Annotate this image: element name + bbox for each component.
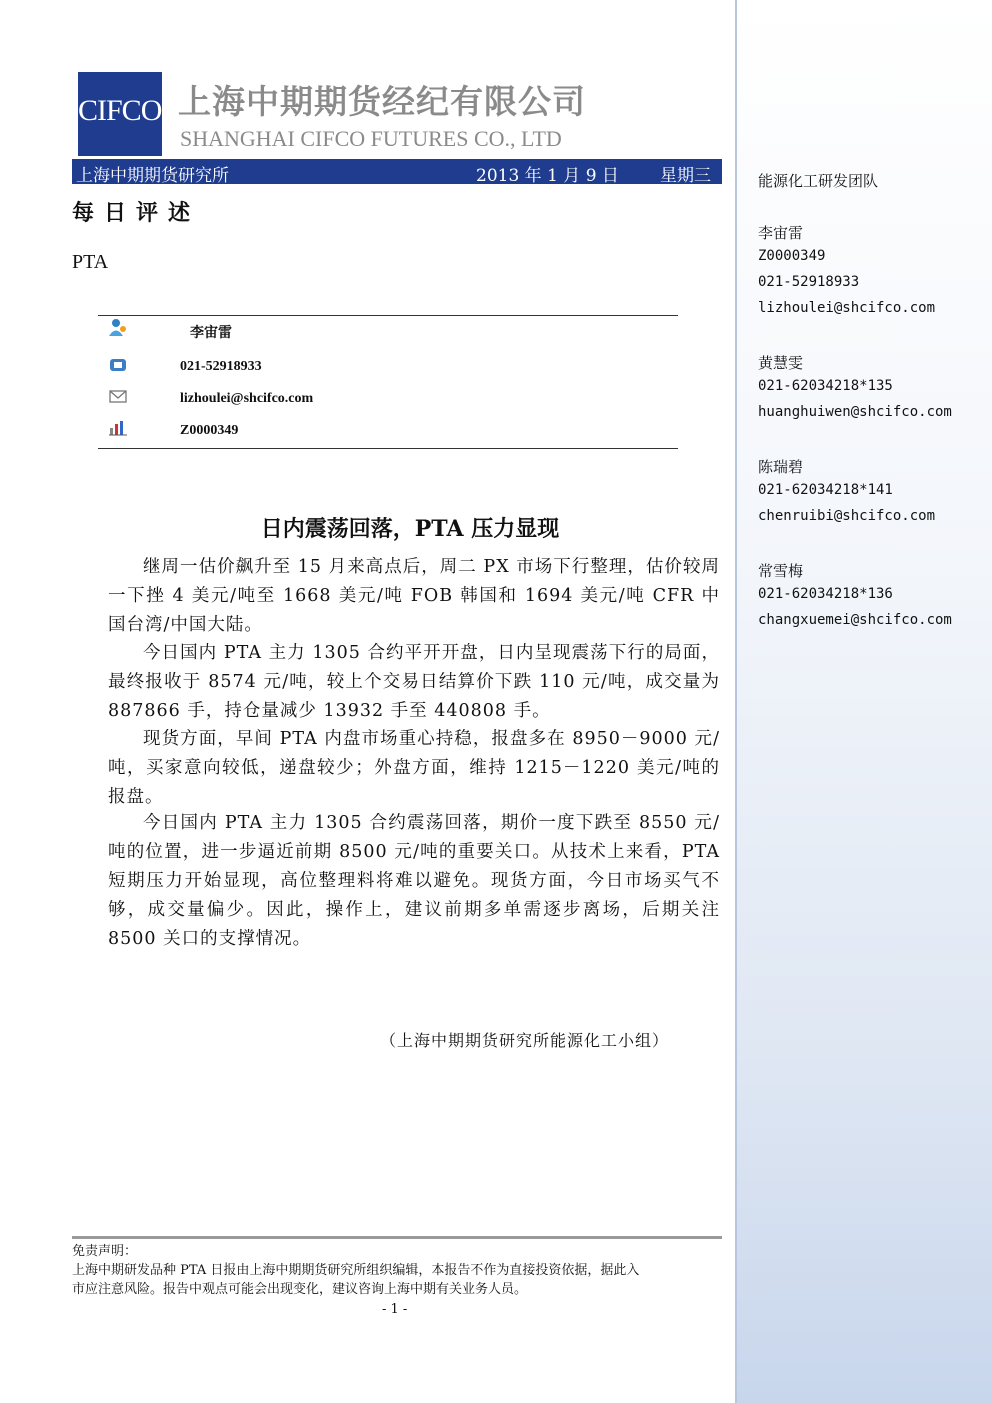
card-top-rule bbox=[98, 315, 678, 316]
footer-rule bbox=[72, 1236, 722, 1239]
report-date: 2013 年 1 月 9 日 bbox=[476, 166, 619, 186]
member-name: 黄慧雯 bbox=[758, 354, 804, 372]
person-icon bbox=[108, 318, 128, 338]
article-headline: 日内震荡回落，PTA 压力显现 bbox=[260, 516, 560, 542]
sidebar-panel bbox=[735, 0, 992, 1403]
disclaimer-text: 市应注意风险。报告中观点可能会出现变化，建议咨询上海中期有关业务人员。 bbox=[72, 1282, 528, 1297]
section-title: 每日评述 bbox=[72, 200, 201, 226]
member-email: chenruibi@shcifco.com bbox=[758, 508, 936, 524]
page-number: - 1 - bbox=[382, 1302, 408, 1317]
phone-icon bbox=[108, 355, 128, 375]
logo-text: CIFCO bbox=[78, 94, 162, 127]
company-name-cn: 上海中期期货经纪有限公司 bbox=[178, 82, 586, 121]
article-paragraph: 继周一估价飙升至 15 月来高点后，周二 PX 市场下行整理，估价较周一下挫 4 美元/吨至 1668 美元/吨 FOB 韩国和 1694 美元/吨 CFR 中国台湾/中国大陆。 bbox=[108, 557, 720, 635]
contact-license: Z0000349 bbox=[180, 423, 239, 438]
chart-icon bbox=[108, 418, 128, 438]
contact-name: 李宙雷 bbox=[190, 326, 232, 341]
product-title: PTA bbox=[72, 251, 109, 273]
member-phone: 021-62034218*141 bbox=[758, 482, 893, 498]
member-phone: 021-52918933 bbox=[758, 274, 860, 290]
mail-icon bbox=[108, 386, 128, 406]
member-phone: 021-62034218*135 bbox=[758, 378, 893, 394]
team-title: 能源化工研发团队 bbox=[758, 172, 879, 190]
member-phone: 021-62034218*136 bbox=[758, 586, 893, 602]
article-paragraph: 今日国内 PTA 主力 1305 合约平开开盘，日内呈现震荡下行的局面，最终报收于 8574 元/吨，较上个交易日结算价下跌 110 元/吨，成交量为 887866 手，持仓量减少 13932 手至 440808 手。 bbox=[108, 643, 720, 721]
disclaimer-text: 上海中期研发品种 PTA 日报由上海中期期货研究所组织编辑，本报告不作为直接投资依据，据此入 bbox=[72, 1263, 640, 1278]
contact-phone: 021-52918933 bbox=[180, 359, 262, 374]
article-signature: （上海中期期货研究所能源化工小组） bbox=[380, 1031, 670, 1050]
member-email: changxuemei@shcifco.com bbox=[758, 612, 952, 628]
institute-name: 上海中期期货研究所 bbox=[76, 166, 229, 186]
card-bottom-rule bbox=[98, 448, 678, 449]
disclaimer-title: 免责声明： bbox=[72, 1244, 138, 1259]
article-paragraph: 现货方面，早间 PTA 内盘市场重心持稳，报盘多在 8950－9000 元/吨，买家意向较低，递盘较少；外盘方面，维持 1215－1220 美元/吨的报盘。 bbox=[108, 729, 720, 807]
member-name: 陈瑞碧 bbox=[758, 458, 804, 476]
member-license: Z0000349 bbox=[758, 248, 826, 264]
member-name: 常雪梅 bbox=[758, 562, 804, 580]
member-email: lizhoulei@shcifco.com bbox=[758, 300, 936, 316]
header-bar bbox=[72, 159, 722, 184]
member-name: 李宙雷 bbox=[758, 224, 804, 242]
contact-email: lizhoulei@shcifco.com bbox=[180, 391, 314, 406]
member-email: huanghuiwen@shcifco.com bbox=[758, 404, 952, 420]
company-name-en: SHANGHAI CIFCO FUTURES CO., LTD bbox=[180, 126, 562, 151]
article-paragraph: 今日国内 PTA 主力 1305 合约震荡回落，期价一度下跌至 8550 元/吨的位置，进一步逼近前期 8500 元/吨的重要关口。从技术上来看，PTA 短期压力开始显现，高位整理料将难以避免。现货方面，今日市场买气不够，成交量偏少。因此，操作上，建议前期多单需逐步离场，后期关注 8500 关口的支撑情况。 bbox=[108, 813, 720, 949]
report-weekday: 星期三 bbox=[660, 166, 711, 186]
